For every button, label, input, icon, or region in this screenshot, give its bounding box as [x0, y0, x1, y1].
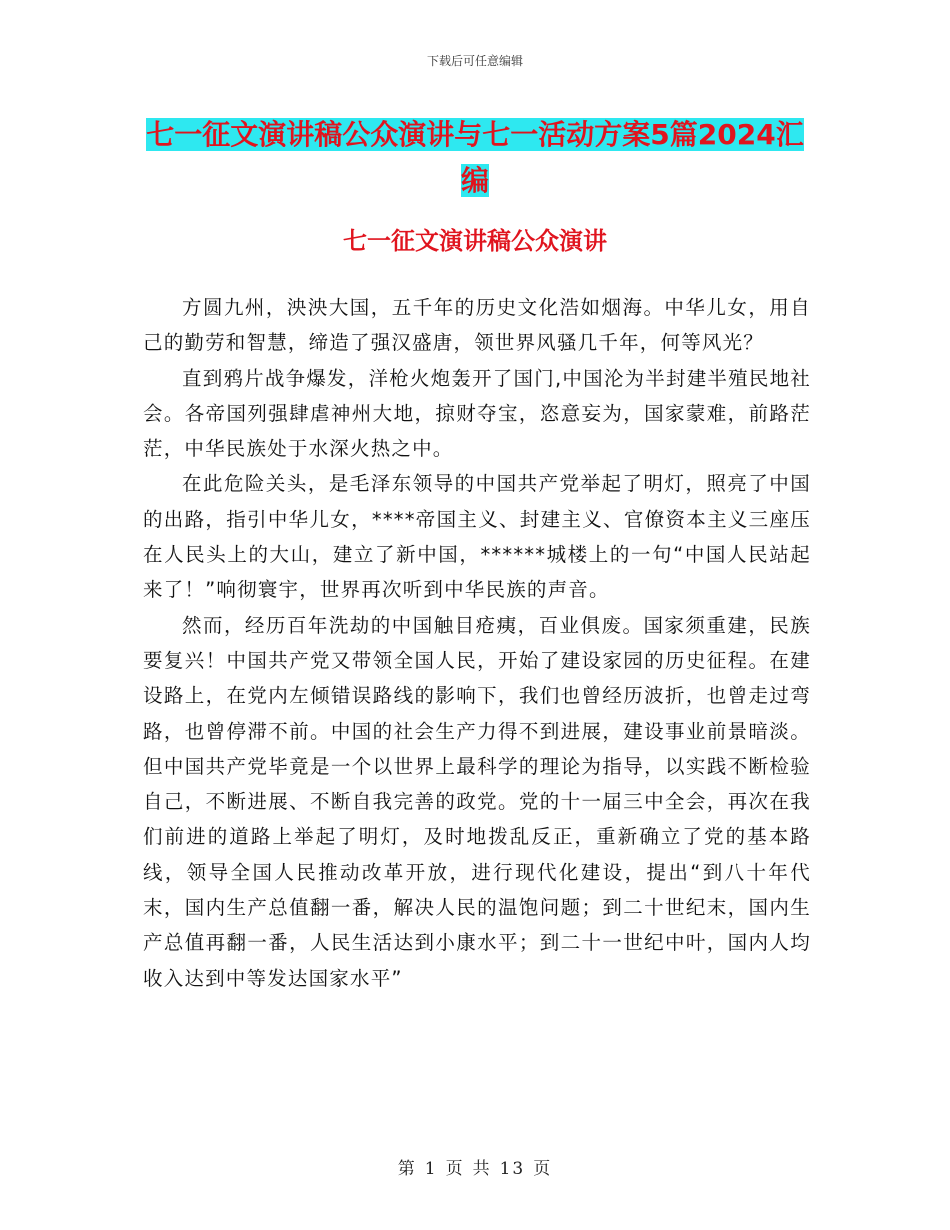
footer-label-unit-end: 页	[533, 1159, 553, 1179]
document-title-text: 七一征文演讲稿公众演讲与七一活动方案5篇2024汇编	[146, 118, 804, 197]
paragraph: 直到鸦片战争爆发，洋枪火炮轰开了国门,中国沦为半封建半殖民地社会。各帝国列强肆虐神州大地，掠财夺宝，恣意妄为，国家蒙难，前路茫茫，中华民族处于水深火热之中。	[143, 366, 811, 461]
footer-label-unit: 页	[445, 1159, 465, 1179]
page-footer	[0, 1154, 950, 1179]
footer-label-total: 共	[472, 1159, 492, 1179]
section-title: 七一征文演讲稿公众演讲	[343, 227, 607, 255]
paragraph: 方圆九州，泱泱大国，五千年的历史文化浩如烟海。中华儿女，用自己的勤劳和智慧，缔造了强汉盛唐，领世界风骚几千年，何等风光？	[143, 296, 811, 355]
footer-current-page: 1	[424, 1159, 438, 1179]
header-note: 下载后可任意编辑	[426, 54, 523, 68]
paragraph: 在此危险关头，是毛泽东领导的中国共产党举起了明灯，照亮了中国的出路，指引中华儿女，****帝国主义、封建主义、官僚资本主义三座压在人民头上的大山，建立了新中国，******城楼上的一句“中国人民站起来了！”响彻寰宇，世界再次听到中华民族的声音。	[143, 472, 811, 602]
footer-total-pages: 13	[499, 1159, 526, 1179]
footer-label-page: 第	[397, 1159, 417, 1179]
paragraph: 然而，经历百年洗劫的中国触目疮痍，百业俱废。国家须重建，民族要复兴！中国共产党又带领全国人民，开始了建设家园的历史征程。在建设路上，在党内左倾错误路线的影响下，我们也曾经历波折，也曾走过弯路，也曾停滞不前。中国的社会生产力得不到进展，建设事业前景暗淡。但中国共产党毕竟是一个以世界上最科学的理论为指导，以实践不断检验自己，不断进展、不断自我完善的政党。党的十一届三中全会，再次在我们前进的道路上举起了明灯，及时地拨乱反正，重新确立了党的基本路线，领导全国人民推动改革开放，进行现代化建设，提出“到八十年代末，国内生产总值翻一番，解决人民的温饱问题；到二十世纪末，国内生产总值再翻一番，人民生活达到小康水平；到二十一世纪中叶，国内人均收入达到中等发达国家水平”	[143, 613, 811, 990]
document-body	[143, 290, 811, 996]
document-title	[145, 112, 805, 204]
